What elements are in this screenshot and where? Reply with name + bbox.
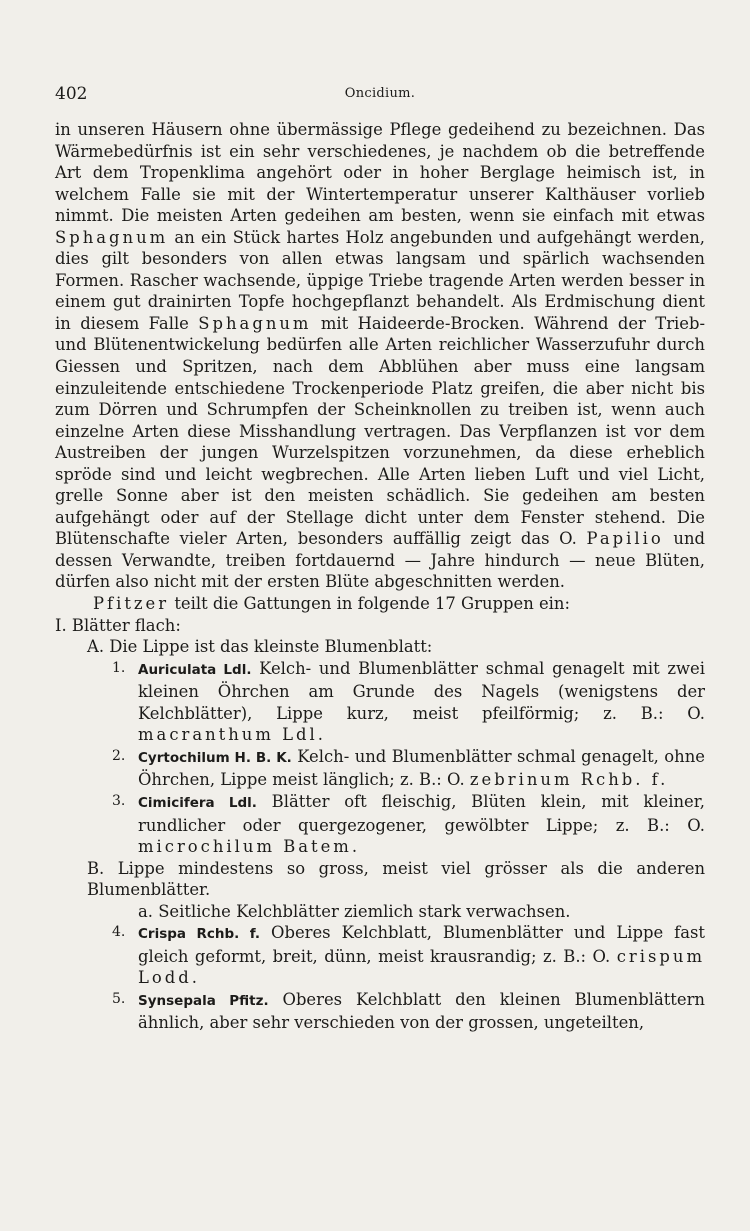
text-run: Oberes Kelchblatt den kleinen Blumenblättern ähnlich, aber sehr verschieden von der grossen, ungeteilten, [138,989,705,1033]
spaced-name: zebrinum Rchb. f. [469,770,669,790]
group-number: 2. [112,747,126,764]
running-head [55,84,705,106]
spaced-name: Papilio [586,529,664,549]
text-run: und dessen Verwandte, treiben fortdauernd — Jahre hindurch — neue Blüten, dürfen also nicht mit der ersten Blüte abgeschnitten werden. [55,529,705,592]
spaced-name: macranthum Ldl. [138,725,326,745]
text-run: Kelch- und Blumenblätter schmal genagelt mit zwei kleinen Öhrchen am Grunde des Nagels (wenigstens der Kelchblätter), Lippe kurz, meist pfeilförmig; z. B.: O. [138,658,705,723]
group-name: Crispa Rchb. f. [138,926,261,943]
spaced-name: Sphagnum [198,313,312,333]
group-item [55,791,705,858]
paragraph [55,119,705,593]
text-run: Kelch- und Blumenblätter schmal genagelt, ohne Öhrchen, Lippe meist länglich; z. B.: O. [138,746,705,790]
group-item [55,922,705,989]
spaced-name: crispum Lodd. [138,946,705,988]
spaced-name: Sphagnum [55,227,169,247]
text-run: mit Haideerde-Brocken. Während der Trieb- und Blütenentwickelung bedürfen alle Arten reichlicher Wasserzufuhr durch Giessen und Spritzen, nach dem Abblühen aber muss eine langsam einzuleitende entschiedene Trockenperiode Platz greifen, die aber nicht bis zum Dörren und Schrumpfen der Scheinknollen zu treiben ist, wenn auch einzelne Arten diese Misshandlung vertragen. Das Verpflanzen ist vor dem Austreiben der jungen Wurzelspitzen vorzunehmen, da diese erheblich spröde sind und leicht wegbrechen. Alle Arten lieben Luft und viel Licht, grelle Sonne aber ist den meisten schädlich. Sie gedeihen am besten aufgehängt oder auf der Stellage dicht unter dem Fenster stehend. Die Blütenschafte vieler Arten, besonders auffällig zeigt das O. [55,313,705,549]
group-number: 4. [112,924,126,941]
group-list-B [55,922,705,1034]
outline-level-A: A. Die Lippe ist das kleinste Blumenblatt: [87,637,433,657]
text-run: Oberes Kelchblatt, Blumenblätter und Lippe fast gleich geformt, breit, dünn, meist krausrandig; z. B.: O. [138,923,706,966]
group-number: 1. [112,659,126,676]
outline-level-a: a. Seitliche Kelchblätter ziemlich stark verwachsen. [138,901,571,921]
outline-level-I: I. Blätter flach: [55,615,181,635]
group-name: Cimicifera Ldl. [138,794,257,811]
group-list-A [55,658,705,858]
spaced-name: microchilum Batem. [138,837,361,857]
group-name: Cyrtochilum H. B. K. [138,749,292,766]
outline-level-B: B. Lippe mindestens so gross, meist viel grösser als die anderen Blumenblätter. [87,858,705,900]
text-run: teilt die Gattungen in folgende 17 Gruppen ein: [169,594,570,614]
group-name: Synsepala Pfitz. [138,992,269,1009]
group-name: Auriculata Ldl. [138,661,252,678]
text-run: Blätter oft fleischig, Blüten klein, mit kleiner, rundlicher oder quergezogener, gewölbter Lippe; z. B.: O. [138,791,705,835]
spaced-name: Pfitzer [93,594,170,614]
running-title: Oncidium. [344,86,416,101]
group-number: 5. [112,990,126,1007]
text-run: an ein Stück hartes Holz angebunden und aufgehängt werden, dies gilt besonders von allen etwas langsam und spärlich wachsenden Formen. Rascher wachsende, üppige Triebe tragende Arten werden besser in einem gut drainirten Topfe hochgepflanzt behandelt. Als Erdmischung dient in diesem Falle [55,227,705,333]
text-run: in unseren Häusern ohne übermässige Pflege gedeihend zu bezeichnen. Das Wärmebedürfnis ist ein sehr verschiedenes, je nachdem ob die betreffende Art dem Tropenklima angehört oder in hoher Berglage heimisch ist, in welchem Falle sie mit der Wintertemperatur unserer Kalthäuser vorlieb nimmt. Die meisten Arten gedeihen am besten, wenn sie einfach mit etwas [55,120,705,226]
group-item [55,746,705,791]
group-number: 3. [112,792,126,809]
paragraph-pfitzer [55,593,705,615]
page-number: 402 [55,84,88,104]
body-text [55,119,705,1034]
group-item [55,658,705,746]
group-item [55,989,705,1034]
